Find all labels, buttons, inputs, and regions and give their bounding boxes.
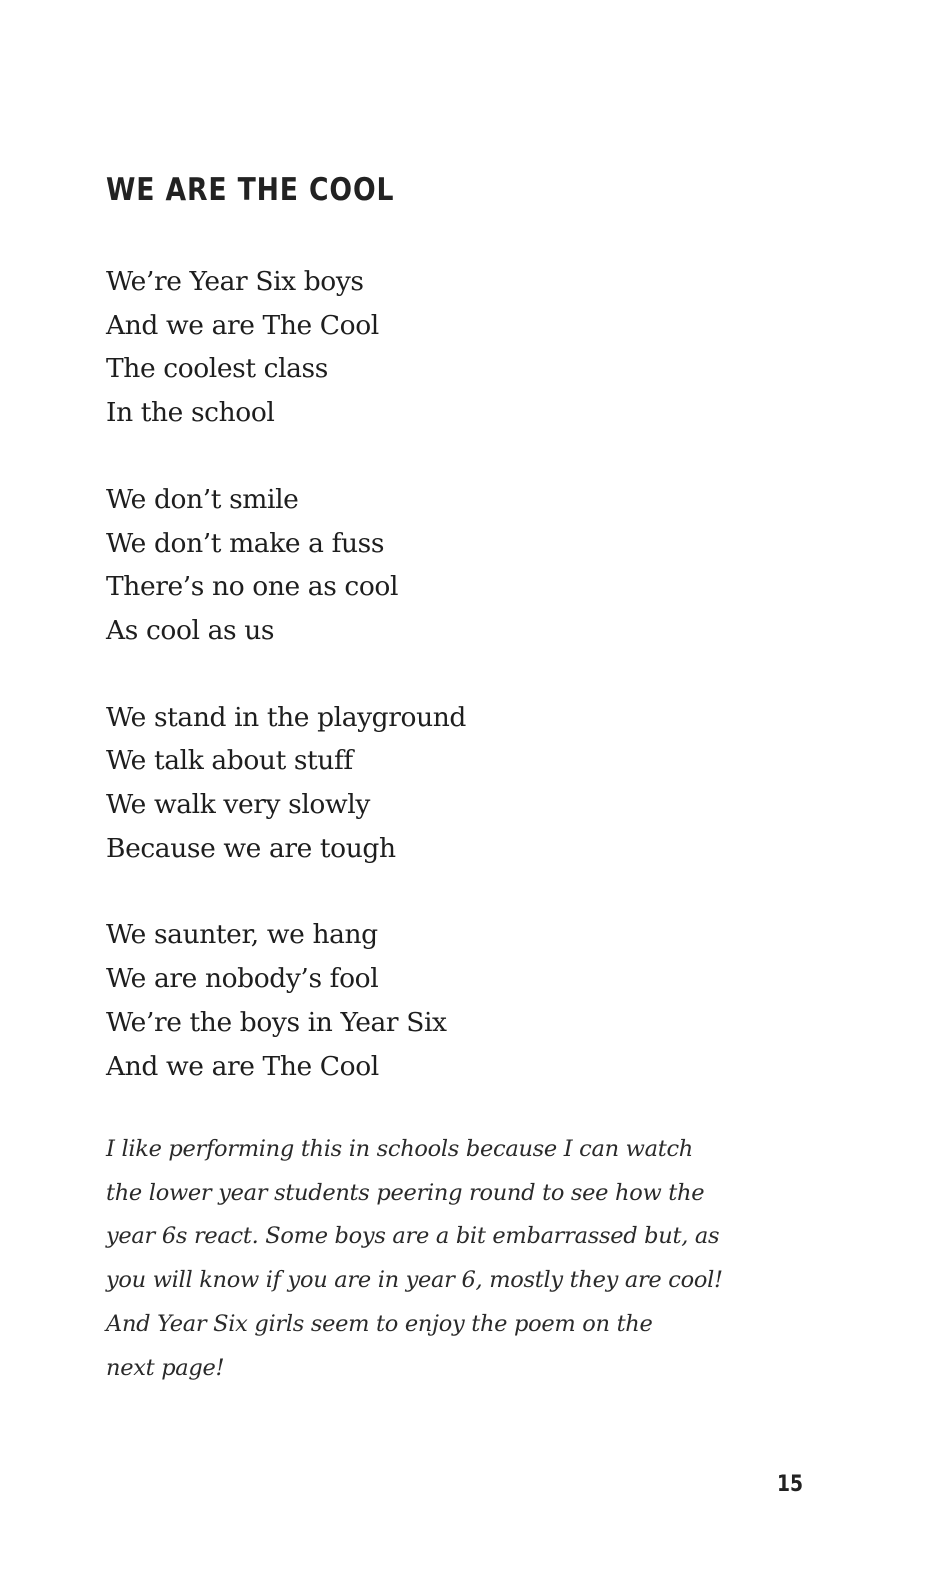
poem-line: We don’t smile <box>106 483 299 515</box>
poem-line: There’s no one as cool <box>106 571 399 603</box>
poem-line: We saunter, we hang <box>106 919 378 951</box>
stanza <box>106 478 466 653</box>
poem-line: We talk about stuff <box>106 745 353 777</box>
poem-line: We stand in the playground <box>106 701 466 733</box>
poem-title: WE ARE THE COOL <box>106 172 395 208</box>
author-commentary <box>106 1128 826 1390</box>
poem-line: Because we are tough <box>106 832 396 864</box>
poem-line: And we are The Cool <box>106 1050 379 1082</box>
poem-line: In the school <box>106 397 275 429</box>
poem-line: We don’t make a fuss <box>106 527 385 559</box>
stanza <box>106 913 466 1088</box>
poem-line: We are nobody’s fool <box>106 963 379 995</box>
page-number: 15 <box>777 1472 804 1497</box>
poem-line: We’re Year Six boys <box>106 266 364 297</box>
poem-line: And we are The Cool <box>106 309 379 341</box>
poem-body <box>106 260 466 1131</box>
poem-line: As cool as us <box>106 614 275 646</box>
commentary-line: I like performing this in schools because I can watch <box>106 1136 693 1162</box>
commentary-line: the lower year students peering round to see how the <box>106 1179 705 1206</box>
stanza <box>106 260 466 435</box>
poem-line: We’re the boys in Year Six <box>106 1006 447 1038</box>
commentary-line: next page! <box>106 1354 225 1381</box>
commentary-line: year 6s react. Some boys are a bit embarrassed but, as <box>106 1223 720 1250</box>
commentary-line: And Year Six girls seem to enjoy the poem on the <box>106 1310 653 1337</box>
poem-line: The coolest class <box>106 353 328 385</box>
stanza <box>106 696 466 871</box>
poem-line: We walk very slowly <box>106 789 370 821</box>
commentary-line: you will know if you are in year 6, mostly they are cool! <box>106 1267 723 1294</box>
